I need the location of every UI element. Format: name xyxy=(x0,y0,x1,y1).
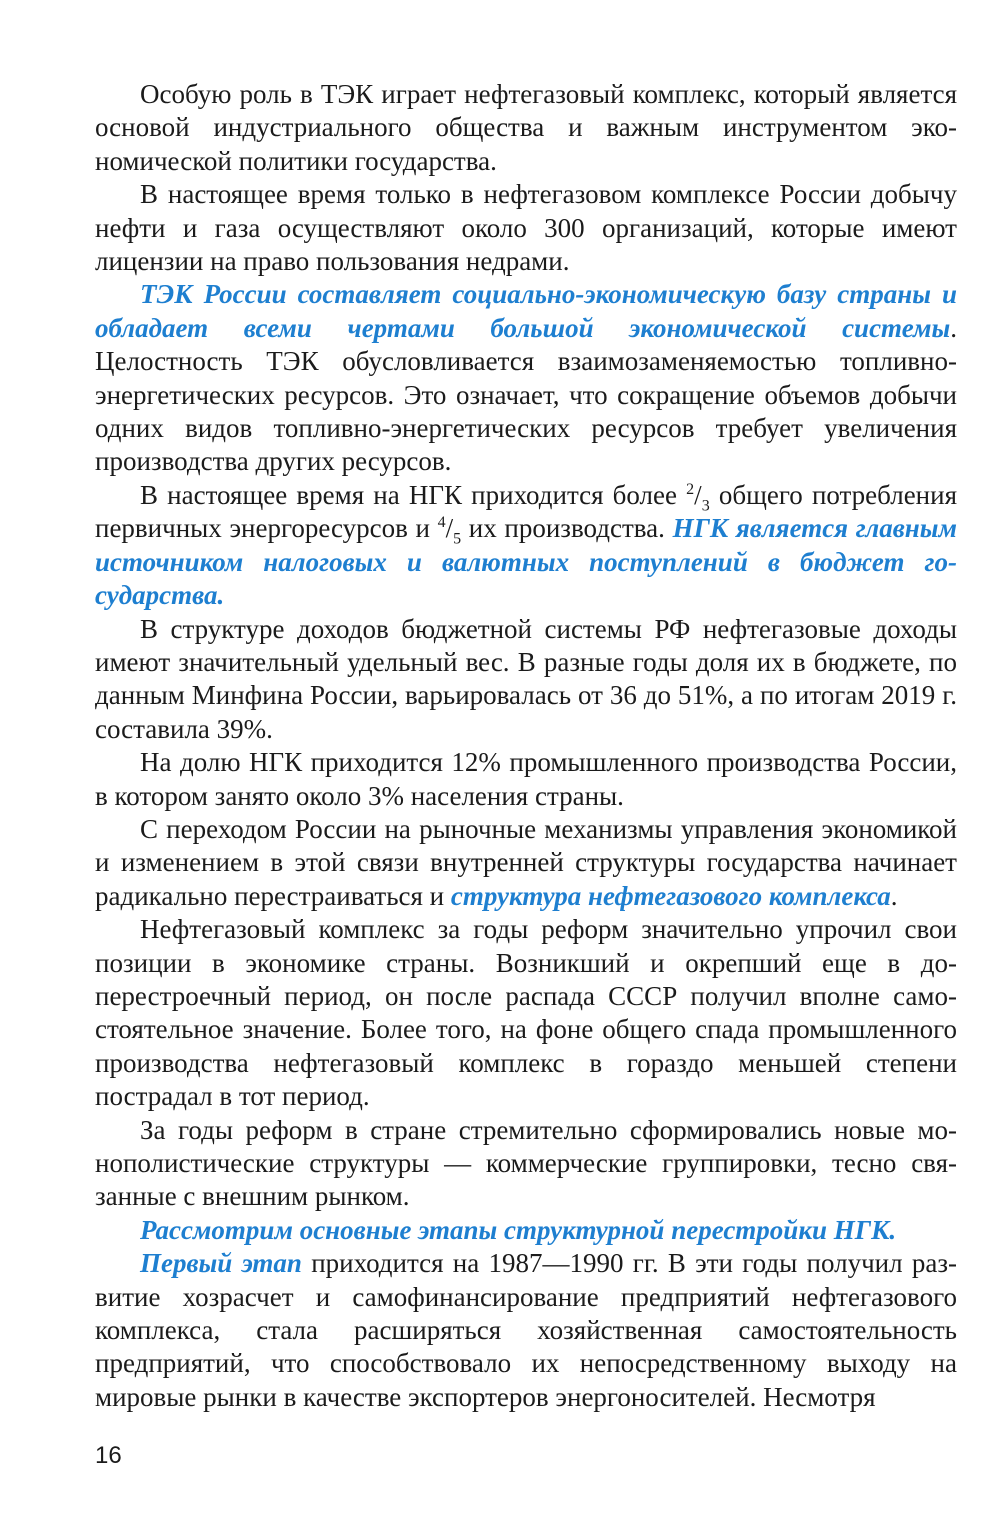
paragraph xyxy=(95,1214,957,1247)
paragraph xyxy=(95,78,957,178)
body-text: За годы реформ в стране стремительно сформировались новые монополистические структуры — коммерческие группировки, тесно связанные с внешним рынком. xyxy=(95,1114,957,1212)
body-text: . xyxy=(890,880,898,911)
body-text: их производства. xyxy=(461,513,673,544)
fraction: $^4/_5$ xyxy=(437,513,462,548)
paragraph xyxy=(95,1247,957,1414)
emphasized-text: ТЭК России составляет социально-экономическую базу страны и обладает всеми чертами большой экономической системы xyxy=(95,279,957,343)
page-number: 16 xyxy=(95,1442,122,1469)
fraction: $^2/_3$ xyxy=(686,479,710,515)
body-text: . Целостность ТЭК обусловливается взаимозаменяемостью топливно-энергетических ресурсов. Это означает, что сокращение объемов добычи одних видов топливно-энергетических ресурсов требует увеличения производства других ресурсов. xyxy=(95,312,957,477)
body-text: В настоящее время на НГК приходится более xyxy=(140,479,687,510)
page-body xyxy=(95,78,957,1414)
paragraph xyxy=(95,278,957,478)
body-text: На долю НГК приходится 12% промышленного производства России, в котором занято около 3% населения страны. xyxy=(95,747,957,811)
body-text: Особую роль в ТЭК играет нефтегазовый комплекс, который является основой индустриального общества и важным инструментом экономической политики государства. xyxy=(95,79,957,176)
body-text: В структуре доходов бюджетной системы РФ нефтегазовые доходы имеют значительный удельный вес. В разные годы доля их в бюджете, по данным Минфина России, варьировалась от 36 до 51%, а по итогам 2019 г. составила 39%. xyxy=(95,613,957,744)
emphasized-text: структура нефтегазового комплекса xyxy=(450,880,891,911)
paragraph xyxy=(95,613,957,747)
emphasized-text: Рассмотрим основные этапы структурной перестройки НГК. xyxy=(140,1214,897,1245)
body-text: С переходом России на рыночные механизмы управления экономикой и изменением в этой связи внутренней структуры государства начинает радикально перестраиваться и xyxy=(95,813,957,911)
emphasized-text: Первый этап xyxy=(140,1248,302,1279)
body-text: общего потребления первичных энергоресурсов и xyxy=(95,479,957,544)
fraction-numerator: 4 xyxy=(437,514,446,532)
fraction-denominator: 5 xyxy=(453,530,462,548)
paragraph xyxy=(95,479,957,613)
paragraph xyxy=(95,178,957,278)
emphasized-text: НГК является главным источником налоговых и валютных поступлений в бюджет государства. xyxy=(95,513,957,611)
fraction-numerator: 2 xyxy=(686,480,695,498)
body-text: приходится на 1987—1990 гг. В эти годы получил развитие хозрасчет и самофинансирование предприятий нефтегазового комплекса, стала расширяться хозяйственная самостоятельность предприятий, что способствовало их непосредственному выходу на мировые рынки в качестве экспортеров энергоносителей. Несмотря xyxy=(95,1248,957,1412)
paragraph xyxy=(95,913,957,1113)
paragraph xyxy=(95,813,957,913)
paragraph xyxy=(95,1114,957,1214)
body-text: Нефтегазовый комплекс за годы реформ значительно упрочил свои позиции в экономике страны. Возникший и окрепший еще в доперестроечный период, он после распада СССР получил вполне самостоятельное значение. Более того, на фоне общего спада промышленного производства нефтегазовый комплекс в гораздо меньшей степени пострадал в тот период. xyxy=(95,914,957,1112)
body-text: В настоящее время только в нефтегазовом комплексе России добычу нефти и газа осуществляют около 300 организаций, которые имеют лицензии на право пользования недрами. xyxy=(95,179,957,277)
paragraph xyxy=(95,746,957,813)
fraction-denominator: 3 xyxy=(701,497,710,515)
